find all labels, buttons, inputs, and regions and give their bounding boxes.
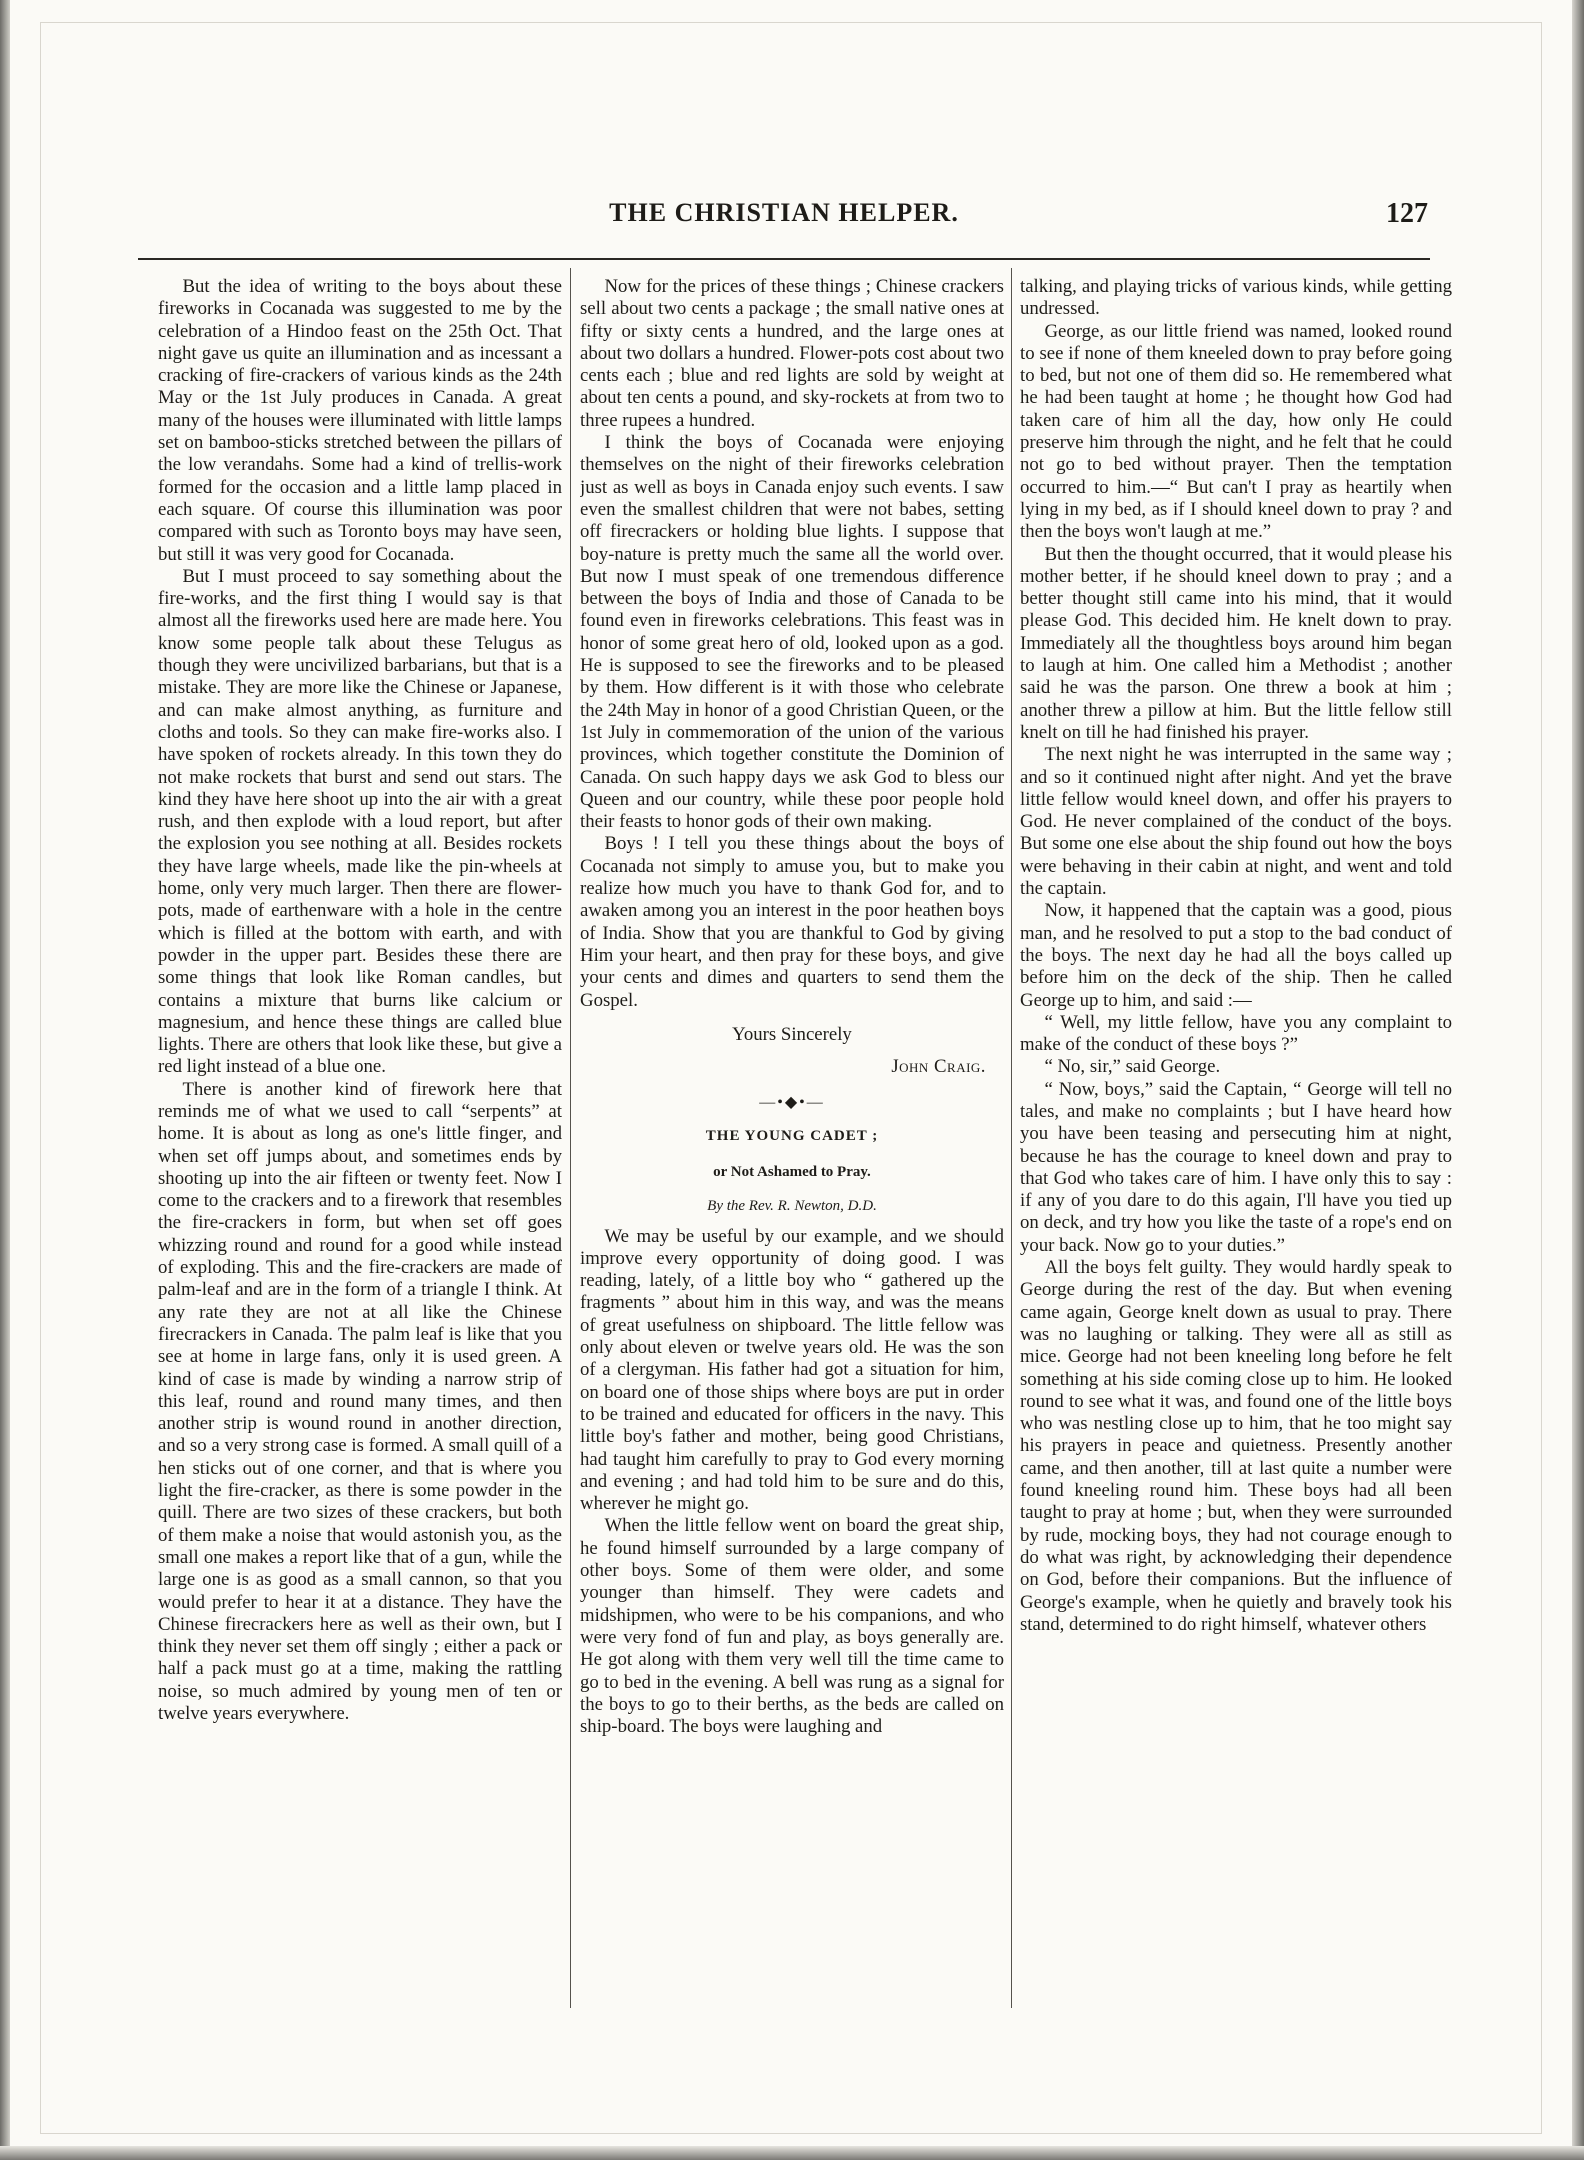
scan-edge-left — [0, 0, 10, 2160]
paragraph: The next night he was interrupted in the same way ; and so it continued night after night. And yet the brave little fellow would kneel down, and offer his prayers to God. He never complained of the conduct of the boys. But some one else about the ship found out how the boys were behaving in their cabin at night, and went and told the captain. — [1020, 744, 1452, 900]
paragraph: “ Now, boys,” said the Captain, “ George will tell no tales, and make no complaints ; but I have heard how you have been teasing and persecuting him at night, because he has the courage to kneel down and pray to that God who takes care of him. I have only this to say : if any of you dare to do this again, I'll have you tied up on deck, and try how you like the taste of a rope's end on your back. Now go to your duties.” — [1020, 1078, 1452, 1256]
paragraph-continued: talking, and playing tricks of various kinds, while getting undressed. — [1020, 276, 1452, 320]
paragraph: Now, it happened that the captain was a good, pious man, and he resolved to put a stop to the bad conduct of the boys. The next day he had all the boys called up before him on the deck of the ship. Then he called George up to him, and said :— — [1020, 900, 1452, 1011]
paragraph: All the boys felt guilty. They would hardly speak to George during the rest of the day. But when evening came again, George knelt down as usual to pray. There was no laughing or talking. They were all as still as mice. George had not been kneeling long before he felt something at his side coming close up to him. He looked round to see what it was, and found one of the little boys who was nestling close up to him, that he too might say his prayers in peace and quietness. Presently another came, and then another, till at last quite a number were found kneeling round him. These boys had all been taught to pray at home ; but, when they were surrounded by rude, mocking boys, they had not courage enough to do what was right, by acknowledging their dependence on God, before their companions. But the influence of George's example, when he quietly and bravely took his stand, determined to do right himself, whatever others — [1020, 1257, 1452, 1635]
column-divider-1 — [570, 268, 571, 2008]
paragraph: There is another kind of firework here that reminds me of what we used to call “serpents” at home. It is about as long as one's little finger, and when set off jumps about, and sometimes ends by shooting up into the air fifteen or twenty feet. Now I come to the crackers and to a firework that resembles the fire-crackers in form, but when set off goes whizzing round and round for a good while instead of exploding. This and the fire-crackers are made of palm-leaf and are in the form of a triangle I think. At any rate they are not at all like the Chinese firecrackers in Canada. The palm leaf is like that you see at home in large fans, only it is used green. A kind of case is made by winding a narrow strip of this leaf, round and round many times, and then another strip is wound round in another direction, and so a very strong case is formed. A small quill of a hen sticks out of one corner, and that is where you light the fire-cracker, as there is some powder in the quill. There are two sizes of these crackers, but both of them make a noise that would astonish you, as the small one makes a report like that of a gun, while the large one is as good as a small cannon, so that you would prefer to hear it at a distance. They have the Chinese firecrackers here as well as their own, but I think they never set them off singly ; either a pack or half a pack must go at a time, making the rattling noise, so much admired by young men of ten or twelve years everywhere. — [158, 1078, 562, 1724]
column-divider-2 — [1011, 268, 1012, 2008]
paragraph: But I must proceed to say something about the fire-works, and the first thing I would say is that almost all the fireworks used here are made here. You know some people talk about these Telugus as though they were uncivilized barbarians, but that is a mistake. They are more like the Chinese or Japanese, and can make almost anything, as furniture and cloths and tools. So they can make fire-works also. I have spoken of rockets already. In this town they do not make rockets that burst and send out stars. The kind they have here shoot up into the air with a great rush, and then explode with a loud report, but after the explosion you see nothing at all. Besides rockets they have large wheels, made like the pin-wheels at home, only very much larger. Then there are flower-pots, made of earthenware with a hole in the centre which is filled at the bottom with earth, and with powder in the upper part. Besides these there are some things that look like Roman candles, but contains a mixture that burns like calcium or magnesium, and hence these things are called blue lights. There are others that look like these, but give a red light instead of a blue one. — [158, 565, 562, 1078]
paragraph: But the idea of writing to the boys about these fireworks in Cocanada was suggested to me by the celebration of a Hindoo feast on the 25th Oct. That night gave us quite an illumination and as incessant a cracking of fire-crackers of various kinds as the 24th May or the 1st July produces in Canada. A great many of the houses were illuminated with little lamps set on bamboo-sticks stretched between the pillars of the low verandahs. Some had a kind of trellis-work formed for the occasion and a little lamp placed in each square. Of course this illumination was poor compared with such as Toronto boys may have seen, but still it was very good for Cocanada. — [158, 276, 562, 565]
paragraph: Boys ! I tell you these things about the boys of Cocanada not simply to amuse you, but to make you realize how much you have to thank God for, and to awaken among you an interest in the poor heathen boys of India. Show that you are thankful to God by giving Him your heart, and then pray for these boys, and give your cents and dimes and quarters to send them the Gospel. — [580, 833, 1004, 1011]
paragraph: We may be useful by our example, and we should improve every opportunity of doing good. I was reading, lately, of a little boy who “ gathered up the fragments ” about him in this way, and was the means of great usefulness on shipboard. The little fellow was only about eleven or twelve years old. He was the son of a clergyman. His father had got a situation for him, on board one of those ships where boys are put in order to be trained and educated for officers in the navy. This little boy's father and mother, being good Christians, had taught him carefully to pray to God every morning and evening ; and had told him to be sure and do this, wherever he might go. — [580, 1225, 1004, 1515]
paragraph: But then the thought occurred, that it would please his mother better, if he should kneel down to pray ; and a better thought still came into his mind, that it would please God. This decided him. He knelt down to pray. Immediately all the thoughtless boys around him began to laugh at him. One called him a Methodist ; another said he was the parson. One threw a book at him ; another threw a pillow at him. But the little fellow still knelt on till he had finished his prayer. — [1020, 543, 1452, 743]
paragraph: “ No, sir,” said George. — [1044, 1056, 1221, 1078]
column-1 — [158, 276, 562, 2016]
paragraph: When the little fellow went on board the great ship, he found himself surrounded by a large company of other boys. Some of them were older, and some younger than himself. They were cadets and midshipmen, who were to be his companions, and who were very fond of fun and play, as boys generally are. He got along with them very well till the time came to go to bed in the evening. A bell was rung as a signal for the boys to go to their berths, as the beds are called on ship-board. The boys were laughing and — [580, 1515, 1004, 1738]
publication-title: THE CHRISTIAN HELPER. — [609, 198, 959, 227]
header-rule — [138, 258, 1430, 260]
paragraph: I think the boys of Cocanada were enjoying themselves on the night of their fireworks celebration just as well as boys in Canada enjoy such events. I saw even the smallest children that were not babes, setting off firecrackers or holding blue lights. I suppose that boy-nature is pretty much the same all the world over. But now I must speak of one tremendous difference between the boys of India and those of Canada to be found even in fireworks celebrations. This feast was in honor of some great hero of old, looked upon as a god. He is supposed to see the fireworks and to be pleased by them. How different is it with those who celebrate the 24th May in honor of a good Christian Queen, or the 1st July in commemoration of the union of the various provinces, which together constitute the Dominion of Canada. On such happy days we ask God to bless our Queen and our country, while these poor people hold their feasts to honor gods of their own making. — [580, 432, 1004, 833]
page-header — [140, 198, 1428, 238]
letter-signoff: Yours Sincerely — [732, 1023, 852, 1045]
paragraph: Now for the prices of these things ; Chinese crackers sell about two cents a package ; the small native ones at fifty or sixty cents a hundred, and the large ones at about two dollars a hundred. Flower-pots cost about two cents each ; blue and red lights are sold by weight at about ten cents a pound, and sky-rockets at from two to three rupees a hundred. — [580, 276, 1004, 431]
letter-signature: John Craig. — [891, 1056, 986, 1078]
section-separator: —•◆•— — [759, 1094, 825, 1112]
article-title: THE YOUNG CADET ; — [705, 1127, 879, 1144]
scan-edge-right — [1572, 0, 1584, 2160]
column-3 — [1020, 276, 1452, 2016]
paragraph: “ Well, my little fellow, have you any complaint to make of the conduct of these boys ?” — [1020, 1011, 1452, 1056]
paragraph: George, as our little friend was named, looked round to see if none of them kneeled down to pray before going to bed, but not one of them did so. He remembered what he had been taught at home ; he thought how God had taken care of him all the day, how only He could preserve him through the night, and he felt that he could not go to bed without prayer. Then the temptation occurred to him.—“ But can't I pray as heartily when lying in my bed, as if I should kneel down to pray ? and then the boys won't laugh at me.” — [1020, 320, 1452, 543]
article-byline: By the Rev. R. Newton, D.D. — [707, 1198, 877, 1215]
page-number: 127 — [1386, 198, 1428, 229]
scan-edge-bottom — [0, 2146, 1584, 2160]
column-2 — [580, 276, 1004, 2016]
article-subtitle: or Not Ashamed to Pray. — [713, 1163, 871, 1180]
